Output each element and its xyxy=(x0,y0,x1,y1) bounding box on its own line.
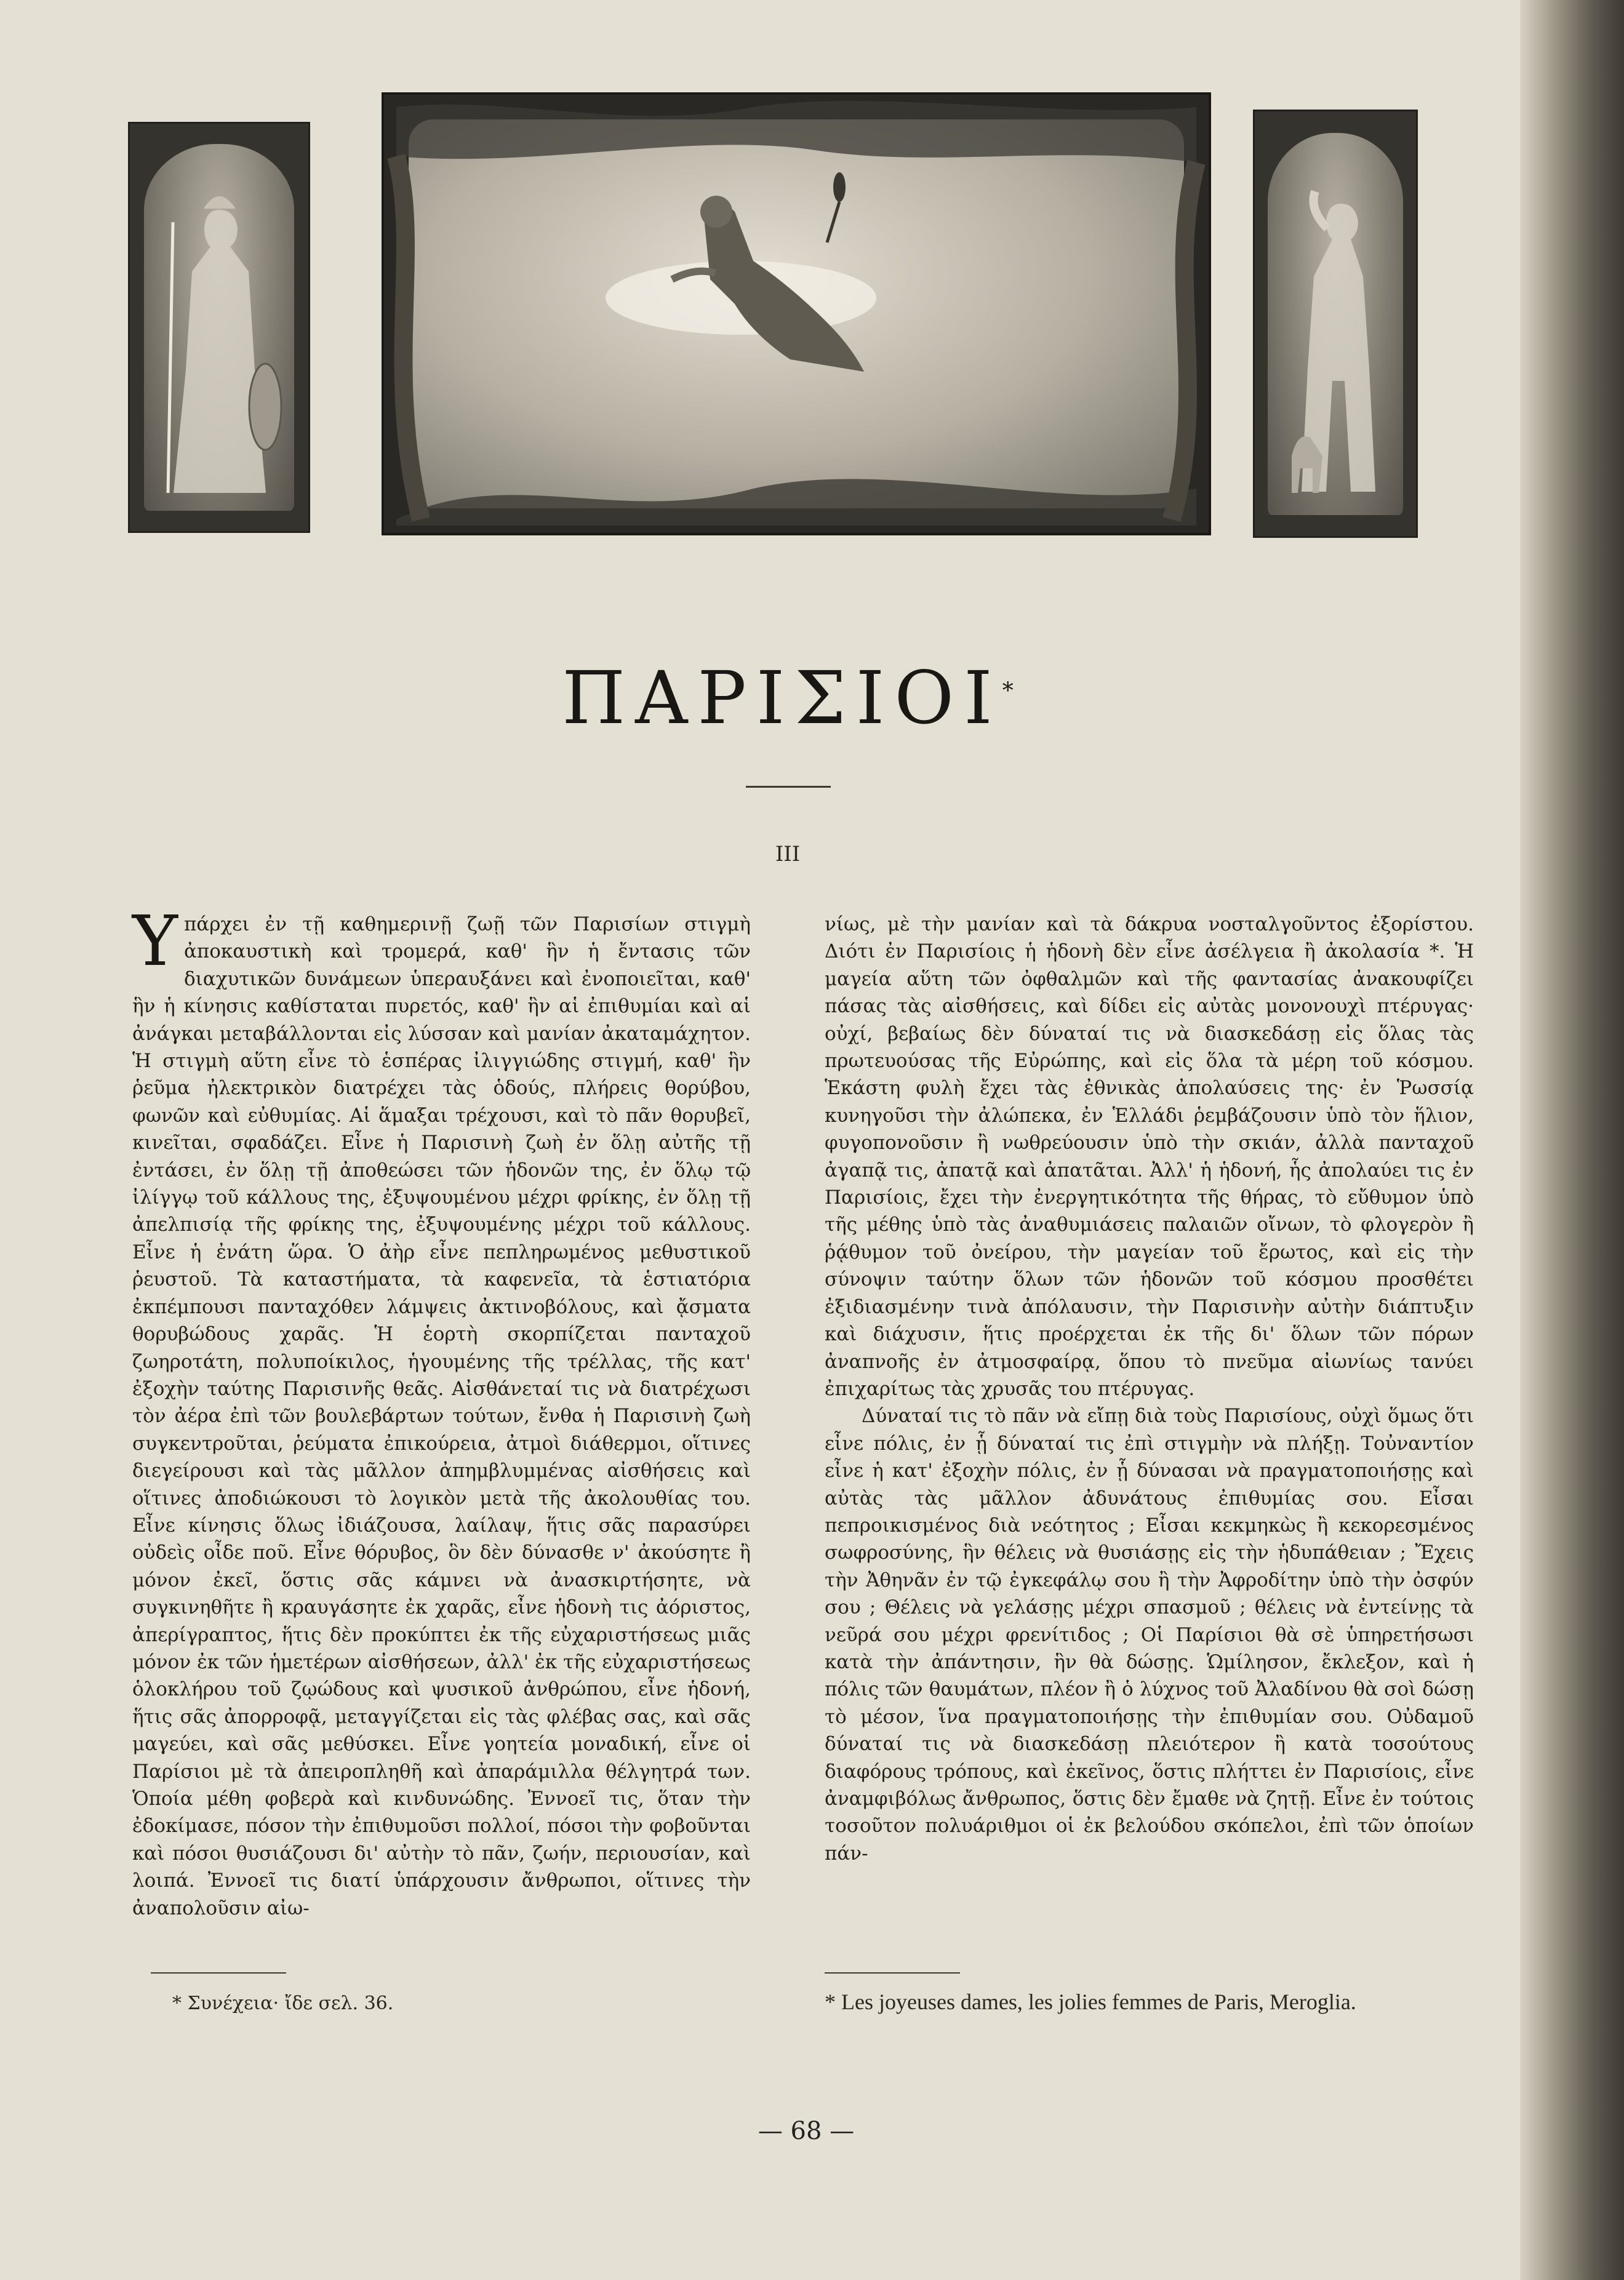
right-paragraph: Δύναταί τις τὸ πᾶν νὰ εἴπῃ διὰ τοὺς Παρισίους, οὐχὶ ὅμως ὅτι εἶνε πόλις, ἐν ᾗ δύναταί τις ἐπὶ στιγμὴν νὰ πλήξῃ. Τοὐναντίον εἶνε ἡ κατ' ἐξοχὴν πόλις, ἐν ᾗ δύνασαι νὰ πραγματοποιήσῃς καὶ αὐτὰς τὰς μᾶλλον ἀδυνάτους ἐπιθυμίας σου. Εἶσαι πεπροικισμένος διὰ νεότητος ; Εἶσαι κεκμηκὼς ἢ κεκορεσμένος σωφροσύνης, ἣν θέλεις νὰ θυσιάσῃς εἰς τὴν ἡδυπάθειαν ; Ἔχεις τὴν Ἀθηνᾶν ἐν τῷ ἐγκεφάλῳ σου ἢ τὴν Ἀφροδίτην ὑπὸ τὴν ὀσφύν σου ; Θέλεις νὰ γελάσῃς μέχρι σπασμοῦ ; θέλεις νὰ ἐντείνῃς τὰ νεῦρά σου μέχρι φρενίτιδος ; Οἱ Παρίσιοι θὰ σὲ ὑπηρετήσωσι κατὰ τὴν ἀπάντησιν, ἣν θὰ δώσῃς. Ὡμίλησον, ἔκλεξον, καὶ ἡ πόλις τῶν θαυμάτων, πλέον ἢ ὁ λύχνος τοῦ Ἀλαδίνου θὰ σοὶ δώσῃ τὸ μέσον, ἵνα πραγματοποιήσῃς τὴν ἐπιθυμίαν σου. Οὐδαμοῦ δύναταί τις νὰ διασκεδάσῃ πλειότερον ἢ κατὰ τοσούτους διαφόρους τρόπους, καὶ ἐκεῖνος, ὅστις πλήττει ἐν Παρισίοις, εἶνε ἀναμφιβόλως ἄνθρωπος, ὅστις δὲν ἔμαθε νὰ ζητῇ. Εἶνε ἐν τούτοις τοσοῦτον πολυάριθμοι οἱ ἐκ βελούδου σκόπελοι, ἐπὶ τῶν ὁποίων πάν- xyxy=(825,1405,1474,1865)
right-footnote-rule xyxy=(825,1972,960,1974)
right-column xyxy=(825,911,1474,1867)
drop-cap: Υ xyxy=(132,902,178,982)
right-paragraph: νίως, μὲ τὴν μανίαν καὶ τὰ δάκρυα νοσταλγοῦντος ἐξορίστου. Διότι ἐν Παρισίοις ἡ ἡδονὴ δὲν εἶνε ἀσέλγεια ἢ ἀκολασία *. Ἡ μαγεία αὕτη τῶν ὀφθαλμῶν καὶ τῆς φαντασίας ἀνακουφίζει πάσας τὰς αἰσθήσεις, καὶ δίδει εἰς αὐτὰς μονονουχὶ πτέρυγας· οὐχί, βεβαίως δὲν δύναταί τις νὰ διασκεδάσῃ εἰς ὅλας τὰς πρωτευούσας τῆς Εὐρώπης, καὶ εἰς ὅλα τὰ μέρη τοῦ κόσμου. Ἑκάστη φυλὴ ἔχει τὰς ἐθνικὰς ἀπολαύσεις της· ἐν Ῥωσσίᾳ κυνηγοῦσι τὴν ἀλώπεκα, ἐν Ἑλλάδι ῥεμβάζουσιν ὑπὸ τὸν ἥλιον, φυγοπονοῦσιν ἢ νωθρεύουσιν ὑπὸ τὴν σκιάν, ἀλλὰ πανταχοῦ ἀγαπᾷ τις, ἀπατᾷ καὶ ἀπατᾶται. Ἀλλ' ἡ ἡδονή, ἧς ἀπολαύει τις ἐν Παρισίοις, ἔχει τὴν ἐνεργητικότητα τῆς θήρας, τὸ εὔθυμον ὑπὸ τῆς μέθης ὑπὸ τὰς ἀναθυμιάσεις παλαιῶν οἴνων, τὸ φλογερὸν ἢ ῥᾴθυμον τοῦ ὀνείρου, τὴν μαγείαν τοῦ ἔρωτος, καὶ εἰς τὴν σύνοψιν ταύτην ὅλων τῶν ἡδονῶν τοῦ κόσμου προσθέτει ἐξιδιασμένην τινὰ ἀπόλαυσιν, τὴν Παρισινὴν αὐτὴν διάπτυξιν καὶ διάχυσιν, ἥτις προέρχεται ἐκ τῆς δι' ὅλων τῶν πόρων ἀναπνοῆς ἐν ἀτμοσφαίρᾳ, ὅπου τὸ πνεῦμα αἰωνίως τανύει ἐπιχαρίτως τὰς χρυσᾶς του πτέρυγας. xyxy=(825,913,1474,1400)
left-paragraph: πάρχει ἐν τῇ καθημερινῇ ζωῇ τῶν Παρισίων στιγμὴ ἀποκαυστικὴ καὶ τρομερά, καθ' ἣν ἡ ἔντασις τῶν διαχυτικῶν δυνάμεων ὑπεραυξάνει καὶ ἐνοποιεῖται, καθ' ἣν ἡ κίνησις καθίσταται πυρετός, καθ' ἣν αἱ ἐπιθυμίαι καὶ αἱ ἀνάγκαι μεταβάλλονται εἰς λύσσαν καὶ μανίαν ἀκαταμάχητον. Ἡ στιγμὴ αὕτη εἶνε τὸ ἑσπέρας ἰλιγγιώδης στιγμή, καθ' ἣν ῥεῦμα ἠλεκτρικὸν διατρέχει τὰς ὁδούς, πλήρεις θορύβου, φωνῶν καὶ εὐθυμίας. Αἱ ἅμαξαι τρέχουσι, καὶ τὸ πᾶν θορυβεῖ, κινεῖται, σφαδάζει. Εἶνε ἡ Παρισινὴ ζωὴ ἐν ὅλῃ αὐτῆς τῇ ἐντάσει, ἐν ὅλῃ τῇ ἀποθεώσει τῶν ἡδονῶν της, ἐν ὅλῳ τῷ ἰλίγγῳ τοῦ κάλλους της, ἐξυψουμένου μέχρι φρίκης, ἐν ὅλῃ τῇ ἀπελπισίᾳ τῆς φρίκης της, ἐξυψουμένης μέχρι τοῦ κάλλους. Εἶνε ἡ ἐνάτη ὥρα. Ὁ ἀὴρ εἶνε πεπληρωμένος μεθυστικοῦ ῥευστοῦ. Τὰ καταστήματα, τὰ καφενεῖα, τὰ ἑστιατόρια ἐκπέμπουσι πανταχόθεν λάμψεις ἀκτινοβόλους, καὶ ᾄσματα θορυβώδους χαρᾶς. Ἡ ἑορτὴ σκορπίζεται πανταχοῦ ζωηροτάτη, πολυποίκιλος, ἡγουμένης τῆς τρέλλας, τῆς κατ' ἐξοχὴν ταύτης Παρισινῆς θεᾶς. Αἰσθάνεταί τις νὰ διατρέχωσι τὸν ἀέρα ἐπὶ τῶν βουλεβάρτων τούτων, ἔνθα ἡ Παρισινὴ ζωὴ συγκεντροῦται, ῥεύματα ἐπικούρεια, ἀτμοὶ διάθερμοι, οἵτινες διεγείρουσι καὶ τὰς μᾶλλον ἀπημβλυμμένας αἰσθήσεις καὶ οἵτινες ἀποδιώκουσι τὸ λογικὸν μετὰ τῆς ἀκολουθίας του. Εἶνε κίνησις ὅλως ἰδιάζουσα, λαίλαψ, ἥτις σᾶς παρασύρει οὐδεὶς οἶδε ποῦ. Εἶνε θόρυβος, ὃν δὲν δύνασθε ν' ἀκούσητε ἢ μόνον ἐκεῖ, ὅστις σᾶς κάμνει νὰ ἀνασκιρτήσητε, νὰ συγκινηθῆτε ἢ κραυγάσητε ἐκ χαρᾶς, εἶνε ἡδονὴ τις ἀόριστος, ἀπερίγραπτος, ἥτις δὲν προκύπτει ἐκ τῆς εὐχαριστήσεως μιᾶς μόνον ἐκ τῶν ἡμετέρων αἰσθήσεων, ἀλλ' ἐκ τῆς εὐχαριστήσεως ὁλοκλήρου τοῦ ζῳώδους καὶ ψυσικοῦ ἀνθρώπου, εἶνε ἡδονή, ἥτις σᾶς ἀπορροφᾷ, μεταγγίζεται εἰς τὰς φλέβας σας, καὶ σᾶς μαγεύει, καὶ σᾶς μεθύσκει. Εἶνε γοητεία μοναδική, εἶνε οἱ Παρίσιοι μὲ τὰ ἀπειροπληθῆ καὶ ἀπαράμιλλα θέλγητρά των. Ὁποία μέθη φοβερὰ καὶ κινδυνώδης. Ἐννοεῖ τις, ὅταν τὴν ἐδοκίμασε, πόσον τὴν ἐπιθυμοῦσι πολλοί, πόσοι τὴν φοβοῦνται καὶ πόσοι θυσιάζουσι δι' αὐτὴν τὸ πᾶν, ζωήν, περιουσίαν, καὶ λοιπά. Ἐννοεῖ τις διατί ὑπάρχουσιν ἄνθρωποι, οἵτινες τὴν ἀναπολοῦσιν αἰω- xyxy=(132,913,751,1919)
title-divider xyxy=(746,786,831,788)
athena-relief-image xyxy=(128,122,310,533)
athena-figure-icon xyxy=(130,124,308,531)
title-text: ΠΑΡΙΣΙΟΙ xyxy=(562,655,1002,740)
reclining-figure-icon xyxy=(384,95,1209,533)
left-footnote-rule xyxy=(151,1972,286,1974)
article-title xyxy=(542,655,1034,740)
right-footnote: * Les joyeuses dames, les jolies femmes de Paris, Meroglia. xyxy=(825,1990,1356,2014)
title-footnote-marker: * xyxy=(1002,678,1014,704)
allegorical-painting-image xyxy=(382,92,1211,535)
left-footnote: * Συνέχεια· ἴδε σελ. 36. xyxy=(172,1993,394,2014)
section-number: III xyxy=(775,842,801,866)
page-gutter-shadow xyxy=(1520,0,1624,2280)
artemis-figure-icon xyxy=(1255,111,1416,536)
page-number: — 68 — xyxy=(758,2117,855,2145)
left-column xyxy=(132,902,751,1922)
artemis-relief-image xyxy=(1253,110,1418,538)
